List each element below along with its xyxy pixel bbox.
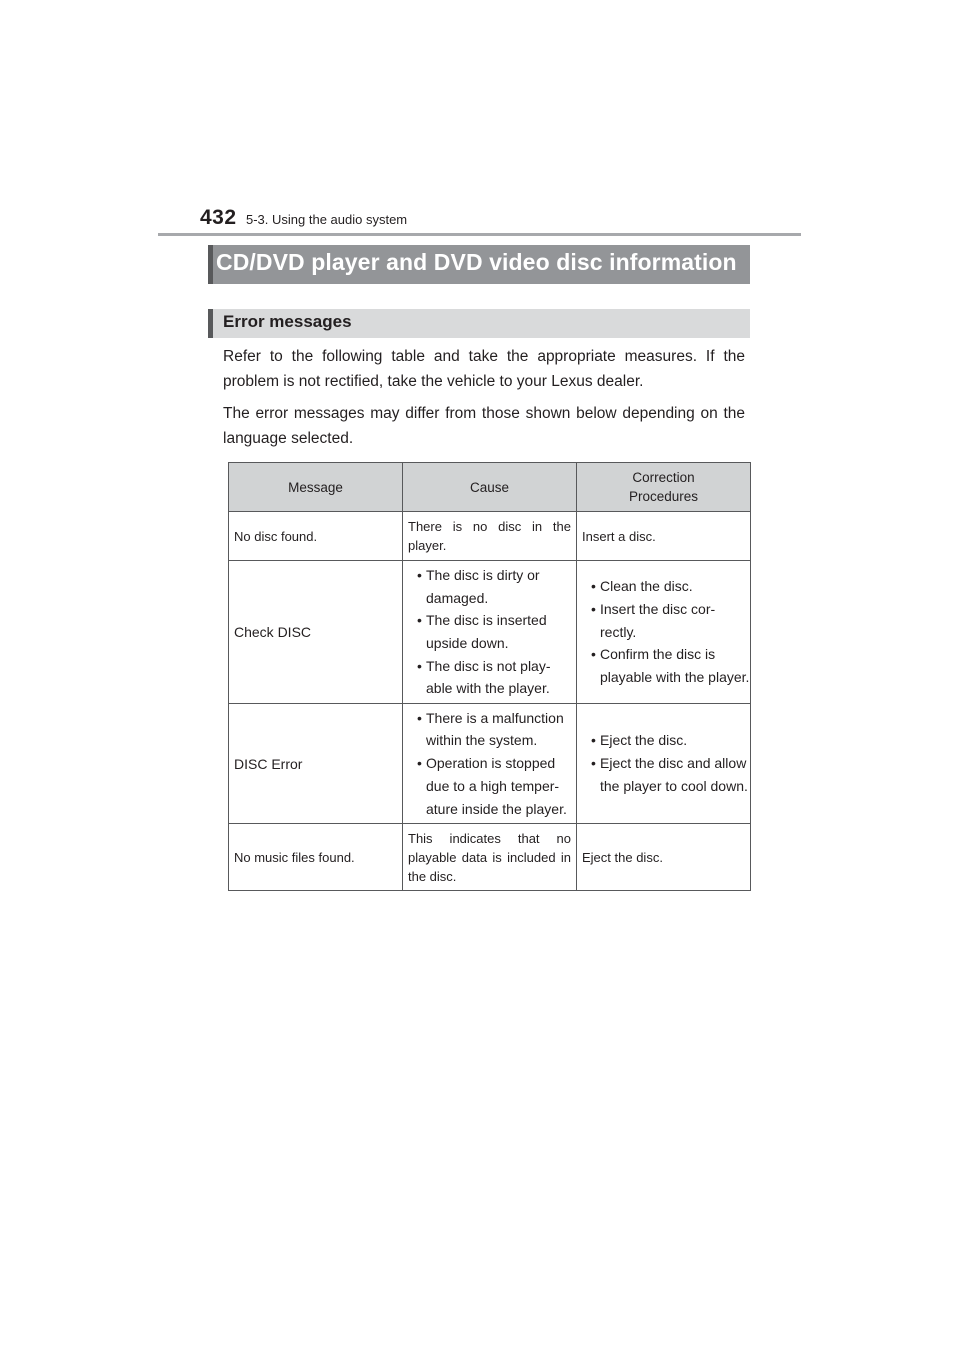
cause-cell: There is no disc in the player. [403, 512, 577, 561]
message-cell: DISC Error [229, 704, 403, 824]
list-item: • The disc is dirty or damaged. [417, 566, 540, 606]
correction-cell: Eject the disc. [577, 824, 751, 891]
list-item: • Insert the disc cor-rectly. [591, 600, 716, 640]
cause-cell [403, 704, 577, 824]
correction-list [577, 575, 750, 689]
header-divider [158, 233, 801, 236]
cause-list [403, 707, 576, 821]
correction-cell: Insert a disc. [577, 512, 751, 561]
correction-cell [577, 561, 751, 704]
table-header-row [229, 463, 751, 512]
section-title-bar [208, 245, 750, 284]
message-cell: Check DISC [229, 561, 403, 704]
page-number: 432 [200, 206, 237, 229]
message-cell: No music files found. [229, 824, 403, 891]
cause-list [403, 564, 576, 700]
column-header-correction [577, 463, 751, 512]
section-reference: 5-3. Using the audio system [246, 212, 408, 227]
correction-list [577, 729, 750, 797]
cause-cell [403, 561, 577, 704]
language-note-paragraph: The error messages may differ from those shown below depending on the language selected. [223, 405, 745, 447]
list-item: • The disc is not play-able with the player. [417, 657, 551, 697]
section-title: CD/DVD player and DVD video disc information [216, 249, 737, 275]
subsection-title: Error messages [223, 312, 352, 331]
subsection-bar [208, 309, 750, 338]
table-row [229, 561, 751, 704]
message-cell: No disc found. [229, 512, 403, 561]
column-header-correction-label: Correction Procedures [628, 470, 699, 504]
table-row [229, 704, 751, 824]
cause-cell: This indicates that no playable data is included in the disc. [403, 824, 577, 891]
list-item: • Confirm the disc is playable with the player. [591, 646, 750, 686]
correction-cell [577, 704, 751, 824]
page-header [200, 206, 800, 232]
column-header-cause: Cause [403, 463, 577, 512]
list-item: • Operation is stopped due to a high temper-ature inside the player. [417, 755, 567, 817]
list-item: • Eject the disc. [591, 732, 688, 749]
list-item: • Eject the disc and allow the player to cool down. [591, 755, 748, 794]
list-item: • The disc is inserted upside down. [417, 612, 547, 651]
error-messages-table [228, 462, 751, 891]
column-header-message: Message [229, 463, 403, 512]
list-item: • Clean the disc. [591, 578, 693, 595]
list-item: • There is a malfunction within the system. [417, 709, 564, 749]
table-row [229, 824, 751, 891]
table-row [229, 512, 751, 561]
intro-paragraph: Refer to the following table and take the appropriate measures. If the problem is not rectified, take the vehicle to your Lexus dealer. [223, 348, 745, 390]
